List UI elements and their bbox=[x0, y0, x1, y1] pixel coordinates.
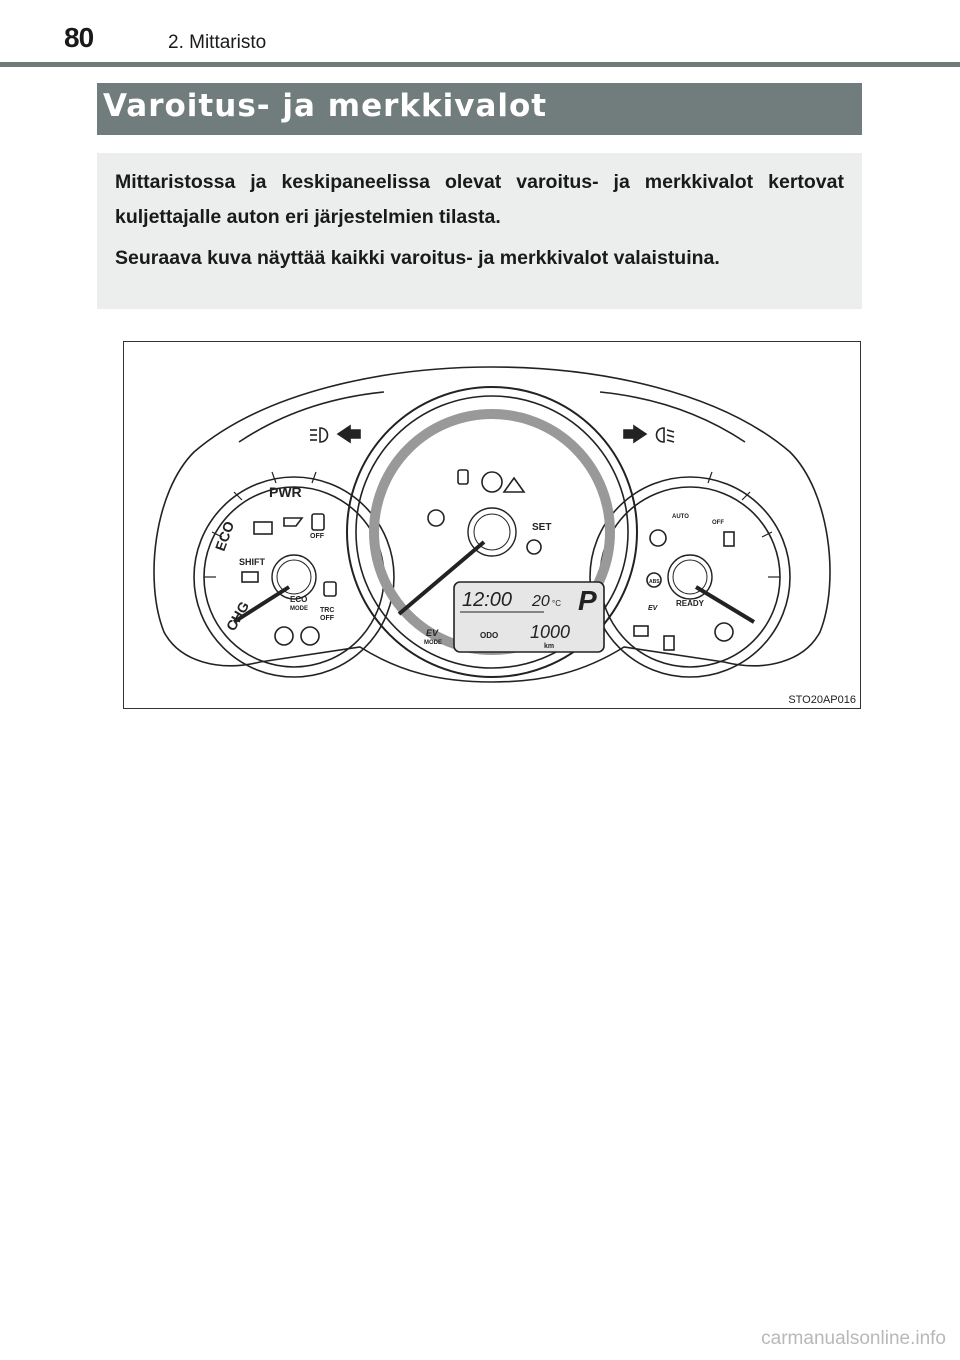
intro-paragraph-2: Seuraava kuva näyttää kaikki varoitus- ja merkkivalot valaistuina. bbox=[115, 247, 720, 269]
eco-label: ECO bbox=[211, 519, 238, 554]
chg-label: CHG bbox=[222, 598, 253, 634]
instrument-cluster-figure bbox=[123, 341, 861, 709]
odo-value: 1000 bbox=[530, 622, 571, 642]
header-rule bbox=[0, 62, 960, 67]
section-title: Varoitus- ja merkkivalot bbox=[103, 88, 548, 124]
ev-mode-label: MODE bbox=[424, 640, 442, 646]
temperature-display: 20 bbox=[532, 593, 550, 610]
watermark: carmanualsonline.info bbox=[761, 1328, 946, 1349]
page-number: 80 bbox=[64, 22, 94, 53]
eco-mode-sub-label: MODE bbox=[290, 606, 308, 612]
set-label: SET bbox=[532, 522, 552, 533]
right-ev-label: EV bbox=[648, 605, 658, 612]
auto-label: AUTO bbox=[672, 514, 689, 520]
intro-box bbox=[97, 153, 862, 309]
intro-paragraph-1: Mittaristossa ja keskipaneelissa olevat varoitus- ja merkkivalot kertovat kuljettajalle auton eri järjestelmien tilasta. bbox=[115, 171, 844, 228]
odo-unit: km bbox=[544, 643, 555, 650]
section-bar bbox=[97, 83, 862, 135]
chapter-title: 2. Mittaristo bbox=[168, 32, 267, 53]
shift-label: SHIFT bbox=[239, 557, 265, 567]
figure-code: STO20AP016 bbox=[788, 694, 856, 706]
trc-label: TRC bbox=[320, 607, 335, 614]
ready-label: READY bbox=[676, 599, 705, 608]
odo-label: ODO bbox=[480, 631, 499, 640]
temperature-unit: °C bbox=[552, 599, 561, 608]
skid-off-label: OFF bbox=[310, 533, 324, 540]
right-off-label: OFF bbox=[712, 520, 724, 526]
clock-display: 12:00 bbox=[462, 589, 513, 611]
instrument-cluster-illustration bbox=[124, 342, 860, 708]
pwr-label: PWR bbox=[269, 484, 302, 500]
abs-label: ABS bbox=[649, 579, 660, 585]
trc-off-label: OFF bbox=[320, 615, 334, 622]
gear-indicator: P bbox=[578, 585, 597, 616]
ev-label: EV bbox=[426, 628, 439, 638]
eco-mode-label: ECO bbox=[290, 595, 308, 604]
